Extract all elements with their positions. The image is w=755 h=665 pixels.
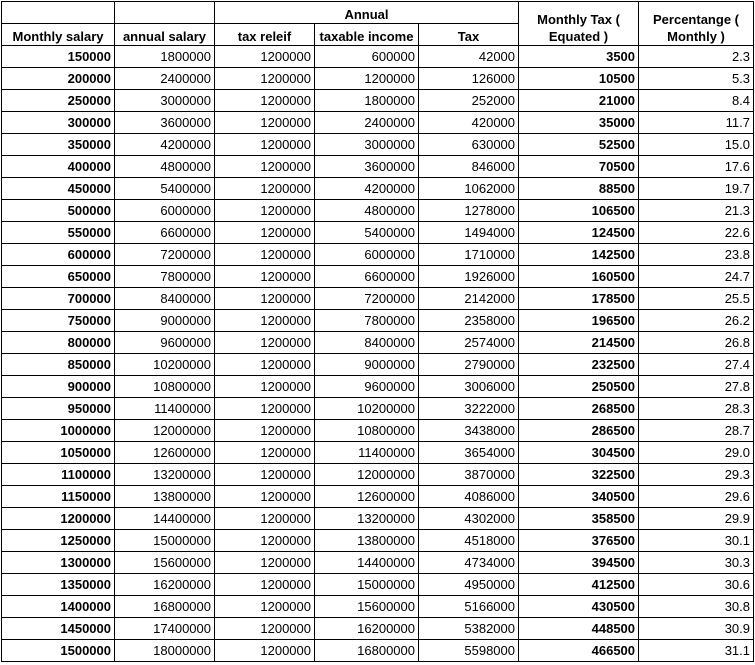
monthly-tax-cell: 10500: [519, 68, 639, 90]
table-row: [2, 156, 754, 178]
monthly-tax-cell: 21000: [519, 90, 639, 112]
percentage-cell: 26.8: [639, 332, 754, 354]
tax-cell: 846000: [419, 156, 519, 178]
taxable-income-cell: 15000000: [315, 574, 419, 596]
table-body: [2, 46, 754, 662]
monthly-tax-cell: 430500: [519, 596, 639, 618]
annual-salary-cell: 16800000: [115, 596, 215, 618]
monthly-salary-cell: 1400000: [2, 596, 115, 618]
annual-salary-cell: 17400000: [115, 618, 215, 640]
percentage-cell: 29.9: [639, 508, 754, 530]
tax-relief-cell: 1200000: [215, 178, 315, 200]
monthly-salary-cell: 400000: [2, 156, 115, 178]
annual-group-header: Annual: [215, 2, 519, 24]
annual-salary-cell: 13800000: [115, 486, 215, 508]
monthly-tax-cell: 448500: [519, 618, 639, 640]
annual-salary-cell: 14400000: [115, 508, 215, 530]
percentage-cell: 21.3: [639, 200, 754, 222]
tax-relief-cell: 1200000: [215, 134, 315, 156]
annual-salary-cell: 15600000: [115, 552, 215, 574]
monthly-tax-cell: 3500: [519, 46, 639, 68]
table-row: [2, 618, 754, 640]
monthly-salary-cell: 550000: [2, 222, 115, 244]
percentage-cell: 30.6: [639, 574, 754, 596]
table-row: [2, 574, 754, 596]
table-row: [2, 112, 754, 134]
taxable-income-cell: 4800000: [315, 200, 419, 222]
tax-cell: 42000: [419, 46, 519, 68]
tax-cell: 3654000: [419, 442, 519, 464]
table-row: [2, 464, 754, 486]
monthly-tax-cell: 178500: [519, 288, 639, 310]
percentage-cell: 17.6: [639, 156, 754, 178]
percentage-cell: 15.0: [639, 134, 754, 156]
tax-cell: 2574000: [419, 332, 519, 354]
table-row: [2, 442, 754, 464]
tax-relief-cell: 1200000: [215, 244, 315, 266]
annual-salary-cell: 5400000: [115, 178, 215, 200]
percentage-cell: 23.8: [639, 244, 754, 266]
annual-salary-cell: 4800000: [115, 156, 215, 178]
taxable-income-cell: 3000000: [315, 134, 419, 156]
table-row: [2, 530, 754, 552]
tax-cell: 4302000: [419, 508, 519, 530]
table-row: [2, 200, 754, 222]
taxable-income-cell: 10200000: [315, 398, 419, 420]
monthly-tax-cell: 35000: [519, 112, 639, 134]
tax-cell: 1062000: [419, 178, 519, 200]
tax-cell: 5598000: [419, 640, 519, 662]
monthly-salary-cell: 850000: [2, 354, 115, 376]
annual-salary-cell: 10800000: [115, 376, 215, 398]
tax-relief-cell: 1200000: [215, 574, 315, 596]
monthly-tax-cell: 376500: [519, 530, 639, 552]
tax-cell: 4734000: [419, 552, 519, 574]
percentage-cell: 24.7: [639, 266, 754, 288]
monthly-tax-cell: 124500: [519, 222, 639, 244]
taxable-income-cell: 7200000: [315, 288, 419, 310]
table-row: [2, 596, 754, 618]
taxable-income-cell: 14400000: [315, 552, 419, 574]
annual-salary-cell: 16200000: [115, 574, 215, 596]
tax-relief-cell: 1200000: [215, 398, 315, 420]
monthly-salary-cell: 1300000: [2, 552, 115, 574]
percentage-cell: 25.5: [639, 288, 754, 310]
annual-salary-cell: 9000000: [115, 310, 215, 332]
tax-cell: 420000: [419, 112, 519, 134]
annual-salary-cell: 8400000: [115, 288, 215, 310]
table-row: [2, 332, 754, 354]
tax-relief-header: tax releif: [215, 24, 315, 46]
tax-cell: 1926000: [419, 266, 519, 288]
percentage-header-line2: Monthly ): [667, 29, 725, 44]
monthly-salary-cell: 900000: [2, 376, 115, 398]
monthly-tax-cell: 304500: [519, 442, 639, 464]
tax-cell: 630000: [419, 134, 519, 156]
tax-table: [1, 1, 754, 662]
table-row: [2, 68, 754, 90]
tax-cell: 3006000: [419, 376, 519, 398]
monthly-tax-header: [519, 2, 639, 46]
table-row: [2, 486, 754, 508]
taxable-income-cell: 12600000: [315, 486, 419, 508]
tax-cell: 1278000: [419, 200, 519, 222]
monthly-tax-cell: 340500: [519, 486, 639, 508]
percentage-cell: 29.3: [639, 464, 754, 486]
percentage-header-line1: Percentange (: [653, 12, 739, 27]
table-row: [2, 90, 754, 112]
taxable-income-header: taxable income: [315, 24, 419, 46]
monthly-tax-cell: 286500: [519, 420, 639, 442]
monthly-salary-cell: 700000: [2, 288, 115, 310]
tax-header: Tax: [419, 24, 519, 46]
table-row: [2, 222, 754, 244]
annual-salary-cell: 12000000: [115, 420, 215, 442]
monthly-tax-cell: 160500: [519, 266, 639, 288]
monthly-tax-cell: 268500: [519, 398, 639, 420]
annual-salary-cell: 7200000: [115, 244, 215, 266]
tax-relief-cell: 1200000: [215, 530, 315, 552]
tax-cell: 4950000: [419, 574, 519, 596]
taxable-income-cell: 4200000: [315, 178, 419, 200]
table-row: [2, 178, 754, 200]
annual-salary-cell: 13200000: [115, 464, 215, 486]
monthly-salary-cell: 350000: [2, 134, 115, 156]
tax-cell: 4518000: [419, 530, 519, 552]
monthly-salary-cell: 1350000: [2, 574, 115, 596]
taxable-income-cell: 9600000: [315, 376, 419, 398]
annual-salary-cell: 18000000: [115, 640, 215, 662]
taxable-income-cell: 10800000: [315, 420, 419, 442]
table-row: [2, 266, 754, 288]
tax-cell: 5382000: [419, 618, 519, 640]
tax-relief-cell: 1200000: [215, 90, 315, 112]
table-row: [2, 398, 754, 420]
monthly-salary-cell: 750000: [2, 310, 115, 332]
header-cell-blank: [2, 2, 115, 24]
taxable-income-cell: 13800000: [315, 530, 419, 552]
table-row: [2, 288, 754, 310]
tax-relief-cell: 1200000: [215, 552, 315, 574]
monthly-tax-cell: 106500: [519, 200, 639, 222]
monthly-tax-cell: 466500: [519, 640, 639, 662]
tax-relief-cell: 1200000: [215, 200, 315, 222]
taxable-income-cell: 8400000: [315, 332, 419, 354]
table-row: [2, 552, 754, 574]
tax-relief-cell: 1200000: [215, 222, 315, 244]
taxable-income-cell: 15600000: [315, 596, 419, 618]
tax-relief-cell: 1200000: [215, 618, 315, 640]
monthly-salary-cell: 150000: [2, 46, 115, 68]
tax-cell: 1710000: [419, 244, 519, 266]
percentage-cell: 27.8: [639, 376, 754, 398]
tax-cell: 5166000: [419, 596, 519, 618]
annual-salary-cell: 4200000: [115, 134, 215, 156]
percentage-cell: 2.3: [639, 46, 754, 68]
percentage-cell: 30.8: [639, 596, 754, 618]
monthly-salary-cell: 1500000: [2, 640, 115, 662]
taxable-income-cell: 3600000: [315, 156, 419, 178]
percentage-cell: 8.4: [639, 90, 754, 112]
taxable-income-cell: 7800000: [315, 310, 419, 332]
monthly-tax-cell: 88500: [519, 178, 639, 200]
annual-salary-cell: 3000000: [115, 90, 215, 112]
taxable-income-cell: 13200000: [315, 508, 419, 530]
monthly-salary-header: Monthly salary: [2, 24, 115, 46]
tax-cell: 2142000: [419, 288, 519, 310]
table-row: [2, 354, 754, 376]
percentage-cell: 5.3: [639, 68, 754, 90]
percentage-cell: 27.4: [639, 354, 754, 376]
percentage-cell: 30.1: [639, 530, 754, 552]
taxable-income-cell: 600000: [315, 46, 419, 68]
monthly-tax-cell: 196500: [519, 310, 639, 332]
monthly-salary-cell: 1450000: [2, 618, 115, 640]
tax-relief-cell: 1200000: [215, 46, 315, 68]
percentage-cell: 28.3: [639, 398, 754, 420]
tax-relief-cell: 1200000: [215, 354, 315, 376]
tax-relief-cell: 1200000: [215, 420, 315, 442]
table-row: [2, 134, 754, 156]
monthly-tax-cell: 232500: [519, 354, 639, 376]
monthly-salary-cell: 1050000: [2, 442, 115, 464]
header-cell-blank: [115, 2, 215, 24]
monthly-tax-cell: 412500: [519, 574, 639, 596]
tax-cell: 3870000: [419, 464, 519, 486]
percentage-cell: 22.6: [639, 222, 754, 244]
table-row: [2, 46, 754, 68]
monthly-tax-cell: 358500: [519, 508, 639, 530]
taxable-income-cell: 16200000: [315, 618, 419, 640]
tax-relief-cell: 1200000: [215, 112, 315, 134]
taxable-income-cell: 6000000: [315, 244, 419, 266]
tax-relief-cell: 1200000: [215, 68, 315, 90]
taxable-income-cell: 16800000: [315, 640, 419, 662]
monthly-tax-header-line1: Monthly Tax (: [537, 12, 620, 27]
percentage-cell: 29.6: [639, 486, 754, 508]
taxable-income-cell: 6600000: [315, 266, 419, 288]
annual-salary-header: annual salary: [115, 24, 215, 46]
percentage-cell: 30.9: [639, 618, 754, 640]
taxable-income-cell: 9000000: [315, 354, 419, 376]
tax-relief-cell: 1200000: [215, 156, 315, 178]
monthly-tax-cell: 394500: [519, 552, 639, 574]
table-row: [2, 508, 754, 530]
tax-cell: 2790000: [419, 354, 519, 376]
monthly-tax-cell: 142500: [519, 244, 639, 266]
annual-salary-cell: 7800000: [115, 266, 215, 288]
tax-cell: 1494000: [419, 222, 519, 244]
annual-salary-cell: 15000000: [115, 530, 215, 552]
tax-cell: 2358000: [419, 310, 519, 332]
taxable-income-cell: 11400000: [315, 442, 419, 464]
tax-cell: 3438000: [419, 420, 519, 442]
tax-relief-cell: 1200000: [215, 332, 315, 354]
header-row-group: [2, 2, 754, 24]
percentage-header: [639, 2, 754, 46]
monthly-tax-header-line2: Equated ): [548, 29, 609, 44]
percentage-cell: 30.3: [639, 552, 754, 574]
annual-salary-cell: 10200000: [115, 354, 215, 376]
tax-relief-cell: 1200000: [215, 266, 315, 288]
table-row: [2, 376, 754, 398]
table-row: [2, 244, 754, 266]
tax-relief-cell: 1200000: [215, 640, 315, 662]
percentage-cell: 28.7: [639, 420, 754, 442]
monthly-tax-cell: 70500: [519, 156, 639, 178]
tax-relief-cell: 1200000: [215, 376, 315, 398]
taxable-income-cell: 12000000: [315, 464, 419, 486]
tax-relief-cell: 1200000: [215, 596, 315, 618]
percentage-cell: 26.2: [639, 310, 754, 332]
table-header: [2, 2, 754, 46]
monthly-tax-cell: 52500: [519, 134, 639, 156]
monthly-salary-cell: 650000: [2, 266, 115, 288]
percentage-cell: 19.7: [639, 178, 754, 200]
monthly-tax-cell: 322500: [519, 464, 639, 486]
monthly-salary-cell: 1250000: [2, 530, 115, 552]
annual-salary-cell: 6600000: [115, 222, 215, 244]
monthly-salary-cell: 500000: [2, 200, 115, 222]
taxable-income-cell: 5400000: [315, 222, 419, 244]
tax-relief-cell: 1200000: [215, 508, 315, 530]
tax-cell: 4086000: [419, 486, 519, 508]
table-row: [2, 420, 754, 442]
annual-salary-cell: 2400000: [115, 68, 215, 90]
percentage-cell: 29.0: [639, 442, 754, 464]
tax-cell: 126000: [419, 68, 519, 90]
monthly-salary-cell: 1150000: [2, 486, 115, 508]
annual-salary-cell: 12600000: [115, 442, 215, 464]
taxable-income-cell: 2400000: [315, 112, 419, 134]
monthly-tax-cell: 214500: [519, 332, 639, 354]
monthly-salary-cell: 600000: [2, 244, 115, 266]
tax-cell: 252000: [419, 90, 519, 112]
table-row: [2, 640, 754, 662]
annual-salary-cell: 3600000: [115, 112, 215, 134]
tax-relief-cell: 1200000: [215, 288, 315, 310]
monthly-salary-cell: 1200000: [2, 508, 115, 530]
monthly-salary-cell: 950000: [2, 398, 115, 420]
monthly-salary-cell: 450000: [2, 178, 115, 200]
annual-salary-cell: 9600000: [115, 332, 215, 354]
tax-relief-cell: 1200000: [215, 464, 315, 486]
monthly-salary-cell: 300000: [2, 112, 115, 134]
tax-relief-cell: 1200000: [215, 486, 315, 508]
monthly-tax-cell: 250500: [519, 376, 639, 398]
monthly-salary-cell: 1100000: [2, 464, 115, 486]
tax-relief-cell: 1200000: [215, 442, 315, 464]
annual-salary-cell: 11400000: [115, 398, 215, 420]
tax-relief-cell: 1200000: [215, 310, 315, 332]
table-row: [2, 310, 754, 332]
annual-salary-cell: 6000000: [115, 200, 215, 222]
monthly-salary-cell: 1000000: [2, 420, 115, 442]
taxable-income-cell: 1200000: [315, 68, 419, 90]
monthly-salary-cell: 200000: [2, 68, 115, 90]
tax-cell: 3222000: [419, 398, 519, 420]
percentage-cell: 31.1: [639, 640, 754, 662]
monthly-salary-cell: 250000: [2, 90, 115, 112]
monthly-salary-cell: 800000: [2, 332, 115, 354]
annual-salary-cell: 1800000: [115, 46, 215, 68]
percentage-cell: 11.7: [639, 112, 754, 134]
taxable-income-cell: 1800000: [315, 90, 419, 112]
